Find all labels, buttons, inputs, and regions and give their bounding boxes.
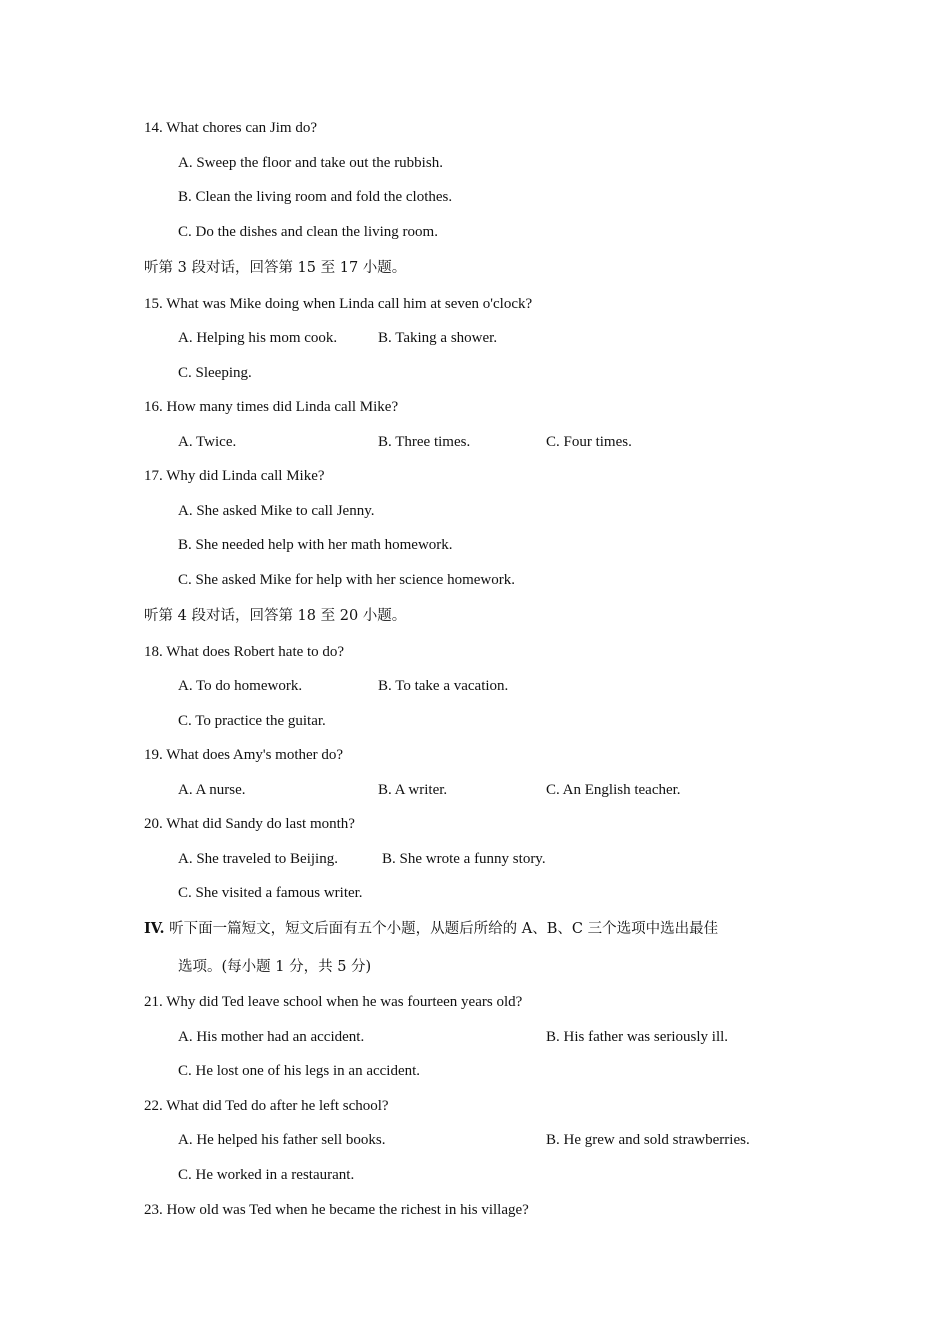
question-21: 21. Why did Ted leave school when he was fourteen years old? (144, 994, 523, 1010)
q21-option-a: A. His mother had an accident. (178, 1029, 365, 1045)
part-iv-instruction-line1: 听下面一篇短文，短文后面有五个小题，从题后所给的 A、B、C 三个选项中选出最佳 (169, 921, 719, 937)
q15-option-a: A. Helping his mom cook. (178, 330, 338, 346)
q22-option-a: A. He helped his father sell books. (178, 1132, 386, 1148)
q20-option-c: C. She visited a famous writer. (178, 885, 363, 901)
q17-option-b: B. She needed help with her math homework. (178, 537, 453, 553)
question-19: 19. What does Amy's mother do? (144, 747, 344, 763)
q16-option-a: A. Twice. (178, 434, 237, 450)
q19-option-c: C. An English teacher. (546, 782, 681, 798)
question-18: 18. What does Robert hate to do? (144, 644, 345, 660)
q20-option-b: B. She wrote a funny story. (382, 851, 546, 867)
q14-option-c: C. Do the dishes and clean the living room. (178, 224, 438, 240)
q18-option-c: C. To practice the guitar. (178, 713, 326, 729)
q17-option-a: A. She asked Mike to call Jenny. (178, 503, 375, 519)
q14-option-a: A. Sweep the floor and take out the rubbish. (178, 155, 443, 171)
part-iv-instruction (144, 919, 718, 939)
q19-option-b: B. A writer. (378, 782, 448, 798)
part-iv-instruction-line2: 选项。(每小题 1 分，共 5 分) (178, 959, 372, 975)
q18-option-a: A. To do homework. (178, 678, 303, 694)
section-3-instruction: 听第 3 段对话，回答第 15 至 17 小题。 (144, 260, 407, 276)
q17-option-c: C. She asked Mike for help with her science homework. (178, 572, 515, 588)
q16-option-b: B. Three times. (378, 434, 471, 450)
question-15: 15. What was Mike doing when Linda call him at seven o'clock? (144, 296, 533, 312)
question-22: 22. What did Ted do after he left school? (144, 1098, 389, 1114)
question-16: 16. How many times did Linda call Mike? (144, 399, 399, 415)
q22-option-c: C. He worked in a restaurant. (178, 1167, 355, 1183)
q14-option-b: B. Clean the living room and fold the clothes. (178, 189, 453, 205)
section-4-instruction: 听第 4 段对话，回答第 18 至 20 小题。 (144, 608, 407, 624)
question-14: 14. What chores can Jim do? (144, 120, 318, 136)
q21-option-b: B. His father was seriously ill. (546, 1029, 729, 1045)
q18-option-b: B. To take a vacation. (378, 678, 509, 694)
q15-option-b: B. Taking a shower. (378, 330, 498, 346)
q20-option-a: A. She traveled to Beijing. (178, 851, 338, 867)
question-17: 17. Why did Linda call Mike? (144, 468, 325, 484)
q19-option-a: A. A nurse. (178, 782, 246, 798)
question-20: 20. What did Sandy do last month? (144, 816, 355, 832)
question-23: 23. How old was Ted when he became the richest in his village? (144, 1202, 529, 1218)
part-iv-number: IV. (144, 920, 165, 937)
q22-option-b: B. He grew and sold strawberries. (546, 1132, 750, 1148)
q21-option-c: C. He lost one of his legs in an accident. (178, 1063, 421, 1079)
q15-option-c: C. Sleeping. (178, 365, 252, 381)
q16-option-c: C. Four times. (546, 434, 632, 450)
